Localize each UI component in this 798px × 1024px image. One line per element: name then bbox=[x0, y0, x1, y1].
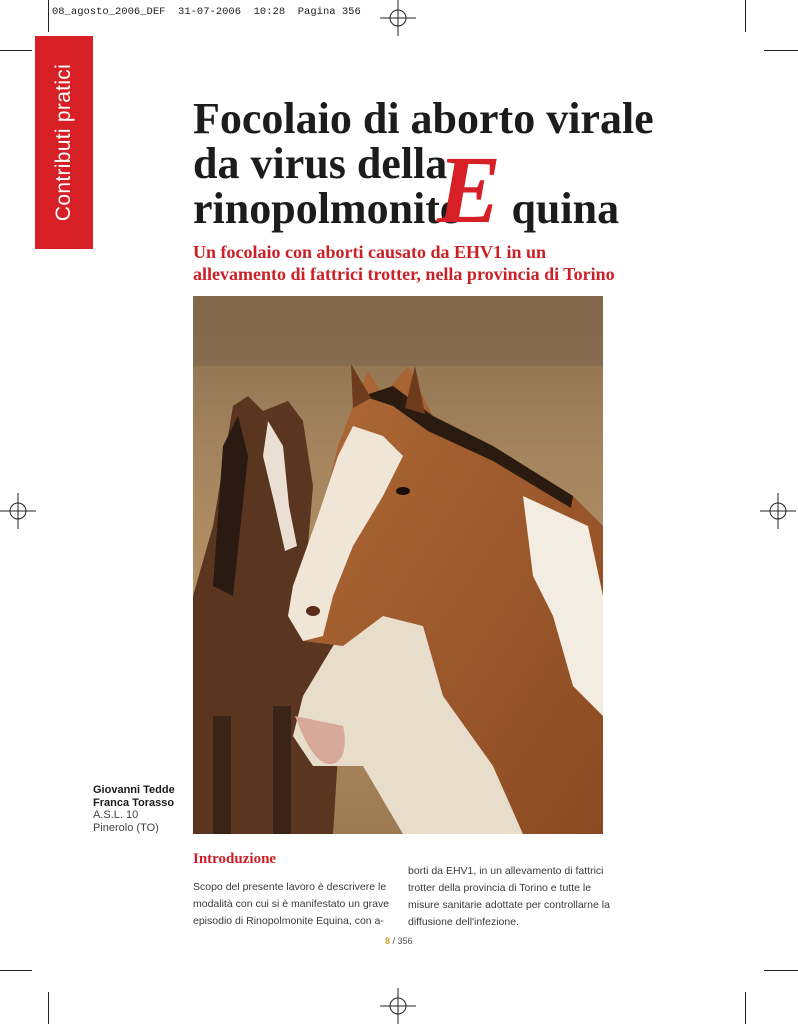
title-line-end: quina bbox=[511, 184, 620, 233]
article-subtitle bbox=[193, 241, 613, 285]
author-name: Giovanni Tedde bbox=[93, 784, 175, 796]
title-line bbox=[193, 184, 620, 233]
registration-mark-icon bbox=[380, 988, 416, 1024]
page-total: 356 bbox=[397, 936, 413, 946]
crop-mark bbox=[745, 0, 746, 32]
authors-block bbox=[93, 784, 193, 834]
print-slug: 08_agosto_2006_DEF 31-07-2006 10:28 Pagina 356 bbox=[52, 6, 361, 18]
body-column bbox=[408, 863, 608, 931]
page-folio bbox=[385, 936, 413, 946]
crop-mark bbox=[48, 0, 49, 32]
registration-mark-icon bbox=[380, 0, 416, 36]
section-heading: Introduzione bbox=[193, 851, 277, 867]
folio-separator: / bbox=[390, 936, 398, 946]
subtitle-line: allevamento di fattrici trotter, nella provincia di Torino bbox=[193, 264, 615, 284]
title-line: da virus della bbox=[193, 139, 448, 188]
section-tab bbox=[35, 36, 93, 249]
section-tab-label: Contributi pratici bbox=[52, 63, 75, 222]
title-line-part: rinopolmonite bbox=[193, 184, 460, 233]
author-name: Franca Torasso bbox=[93, 796, 175, 809]
title-drop-letter: E bbox=[437, 136, 502, 243]
author-affiliation: Pinerolo (TO) bbox=[93, 821, 159, 834]
crop-mark bbox=[764, 970, 798, 971]
subtitle-line: Un focolaio con aborti causato da EHV1 in un bbox=[193, 242, 547, 262]
registration-mark-icon bbox=[760, 493, 796, 529]
crop-mark bbox=[764, 50, 798, 51]
body-line: episodio di Rinopolmonite Equina, con a- bbox=[193, 915, 384, 927]
author-affiliation: A.S.L. 10 bbox=[93, 809, 139, 821]
title-line: Focolaio di aborto virale bbox=[193, 94, 654, 143]
crop-mark bbox=[0, 50, 32, 51]
body-line: diffusione dell'infezione. bbox=[408, 916, 519, 928]
body-line: misure sanitarie adottate per controllarne la bbox=[408, 899, 610, 911]
page-number: 8 bbox=[385, 936, 391, 946]
horses-photo bbox=[193, 296, 603, 834]
body-line: borti da EHV1, in un allevamento di fattrici bbox=[408, 865, 604, 877]
body-line: Scopo del presente lavoro è descrivere le bbox=[193, 881, 387, 893]
crop-mark bbox=[48, 992, 49, 1024]
crop-mark bbox=[0, 970, 32, 971]
body-line: trotter della provincia di Torino e tutte le bbox=[408, 882, 592, 894]
crop-mark bbox=[745, 992, 746, 1024]
article-title bbox=[193, 94, 654, 233]
body-column bbox=[193, 879, 393, 930]
body-line: modalità con cui si è manifestato un grave bbox=[193, 898, 390, 910]
registration-mark-icon bbox=[0, 493, 36, 529]
